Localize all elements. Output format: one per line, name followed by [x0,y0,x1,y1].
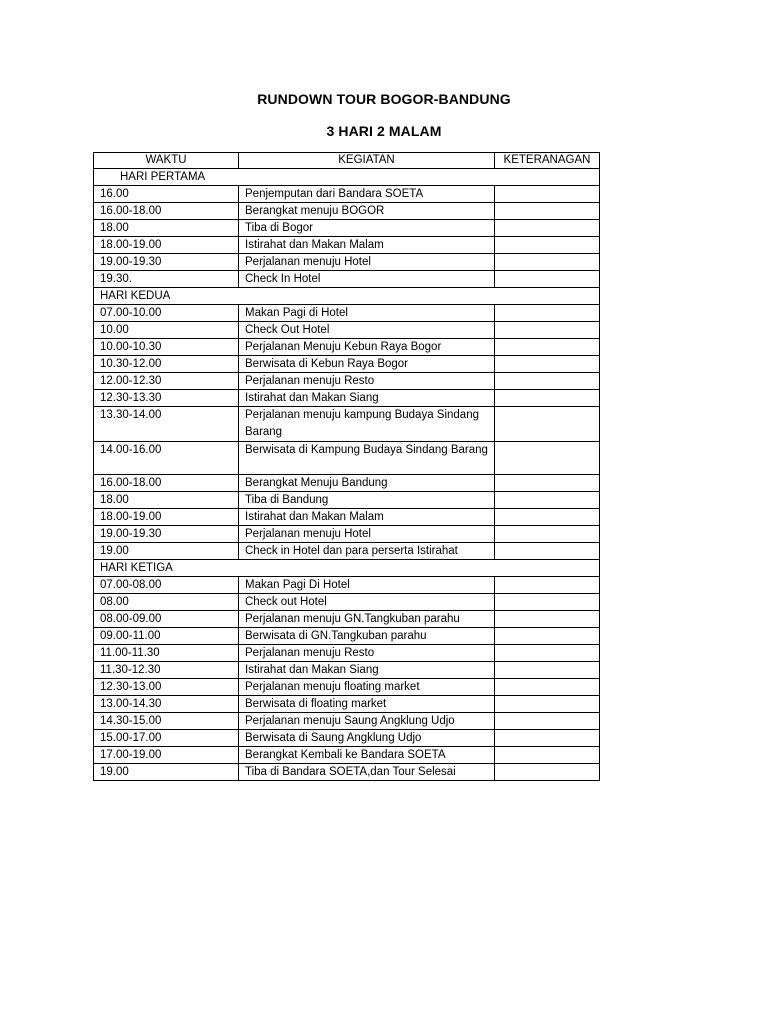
time-cell: 11.00-11.30 [94,645,239,662]
table-row [94,271,600,288]
day-label: HARI KETIGA [94,560,600,577]
table-row [94,186,600,203]
table-row [94,543,600,560]
table-row [94,594,600,611]
time-cell: 08.00 [94,594,239,611]
note-cell [495,543,600,560]
table-row [94,492,600,509]
table-row [94,730,600,747]
time-cell: 12.30-13.00 [94,679,239,696]
table-row [94,356,600,373]
table-row [94,679,600,696]
time-cell: 07.00-08.00 [94,577,239,594]
note-cell [495,679,600,696]
time-cell: 12.30-13.30 [94,390,239,407]
activity-cell: Berwisata di floating market [239,696,495,713]
time-cell: 08.00-09.00 [94,611,239,628]
activity-cell: Check Out Hotel [239,322,495,339]
note-cell [495,713,600,730]
activity-cell: Istirahat dan Makan Siang [239,390,495,407]
table-row [94,526,600,543]
table-row [94,747,600,764]
activity-cell: Berangkat menuju BOGOR [239,203,495,220]
activity-cell: Perjalanan menuju GN.Tangkuban parahu [239,611,495,628]
note-cell [495,594,600,611]
activity-cell: Tiba di Bogor [239,220,495,237]
note-cell [495,628,600,645]
table-row [94,407,600,442]
table-row [94,305,600,322]
time-cell: 13.00-14.30 [94,696,239,713]
day-header-row [94,560,600,577]
activity-cell: Check out Hotel [239,594,495,611]
table-header-row [94,153,600,169]
time-cell: 19.00 [94,764,239,781]
note-cell [495,407,600,442]
table-row [94,203,600,220]
table-row [94,237,600,254]
time-cell: 19.00-19.30 [94,254,239,271]
day-label: HARI KEDUA [94,288,600,305]
time-cell: 18.00-19.00 [94,509,239,526]
time-cell: 19.00-19.30 [94,526,239,543]
activity-cell: Berwisata di Kebun Raya Bogor [239,356,495,373]
table-row [94,339,600,356]
time-cell: 10.30-12.00 [94,356,239,373]
table-row [94,662,600,679]
table-row [94,645,600,662]
activity-cell: Check In Hotel [239,271,495,288]
table-body [94,169,600,781]
note-cell [495,509,600,526]
activity-cell: Berwisata di Saung Angklung Udjo [239,730,495,747]
time-cell: 16.00-18.00 [94,203,239,220]
time-cell: 18.00-19.00 [94,237,239,254]
activity-cell: Berwisata di GN.Tangkuban parahu [239,628,495,645]
time-cell: 07.00-10.00 [94,305,239,322]
activity-cell: Perjalanan menuju floating market [239,679,495,696]
note-cell [495,305,600,322]
note-cell [495,186,600,203]
note-cell [495,662,600,679]
time-cell: 10.00-10.30 [94,339,239,356]
table-row [94,373,600,390]
activity-cell: Istirahat dan Makan Malam [239,237,495,254]
time-cell: 13.30-14.00 [94,407,239,442]
table-row [94,577,600,594]
time-cell: 19.30. [94,271,239,288]
activity-cell: Istirahat dan Makan Siang [239,662,495,679]
table-row [94,509,600,526]
time-cell: 16.00 [94,186,239,203]
time-cell: 15.00-17.00 [94,730,239,747]
note-cell [495,203,600,220]
activity-cell: Perjalanan menuju kampung Budaya Sindang Barang [239,407,495,442]
activity-cell: Berwisata di Kampung Budaya Sindang Barang [239,442,495,475]
activity-cell: Tiba di Bandung [239,492,495,509]
activity-cell: Istirahat dan Makan Malam [239,509,495,526]
table-row [94,611,600,628]
table-row [94,322,600,339]
activity-cell: Berangkat Menuju Bandung [239,475,495,492]
activity-cell: Makan Pagi di Hotel [239,305,495,322]
note-cell [495,577,600,594]
activity-cell: Perjalanan menuju Saung Angklung Udjo [239,713,495,730]
note-cell [495,475,600,492]
note-cell [495,764,600,781]
note-cell [495,237,600,254]
note-cell [495,492,600,509]
activity-cell: Perjalanan menuju Resto [239,645,495,662]
activity-cell: Perjalanan menuju Hotel [239,254,495,271]
note-cell [495,339,600,356]
note-cell [495,220,600,237]
activity-cell: Check in Hotel dan para perserta Istirahat [239,543,495,560]
time-cell: 12.00-12.30 [94,373,239,390]
note-cell [495,442,600,475]
note-cell [495,747,600,764]
activity-cell: Berangkat Kembali ke Bandara SOETA [239,747,495,764]
time-cell: 16.00-18.00 [94,475,239,492]
table-row [94,220,600,237]
table-row [94,442,600,475]
time-cell: 14.30-15.00 [94,713,239,730]
header-keterangan: KETERANAGAN [495,153,600,169]
day-header-row [94,169,600,186]
note-cell [495,696,600,713]
table-row [94,475,600,492]
note-cell [495,730,600,747]
table-row [94,254,600,271]
day-header-row [94,288,600,305]
activity-cell: Tiba di Bandara SOETA,dan Tour Selesai [239,764,495,781]
time-cell: 10.00 [94,322,239,339]
activity-cell: Perjalanan menuju Resto [239,373,495,390]
time-cell: 17.00-19.00 [94,747,239,764]
header-kegiatan: KEGIATAN [239,153,495,169]
activity-cell: Penjemputan dari Bandara SOETA [239,186,495,203]
document-subtitle: 3 HARI 2 MALAM [326,123,442,139]
note-cell [495,390,600,407]
note-cell [495,271,600,288]
time-cell: 18.00 [94,220,239,237]
table-row [94,764,600,781]
day-label: HARI PERTAMA [94,169,600,186]
time-cell: 11.30-12.30 [94,662,239,679]
time-cell: 19.00 [94,543,239,560]
activity-cell: Makan Pagi Di Hotel [239,577,495,594]
time-cell: 18.00 [94,492,239,509]
note-cell [495,611,600,628]
table-row [94,628,600,645]
note-cell [495,645,600,662]
note-cell [495,322,600,339]
activity-cell: Perjalanan menuju Hotel [239,526,495,543]
header-waktu: WAKTU [94,153,239,169]
note-cell [495,356,600,373]
time-cell: 09.00-11.00 [94,628,239,645]
table-row [94,390,600,407]
activity-cell: Perjalanan Menuju Kebun Raya Bogor [239,339,495,356]
rundown-table [93,152,600,781]
table-row [94,713,600,730]
document-title: RUNDOWN TOUR BOGOR-BANDUNG [257,91,511,107]
note-cell [495,254,600,271]
note-cell [495,373,600,390]
note-cell [495,526,600,543]
table-row [94,696,600,713]
time-cell: 14.00-16.00 [94,442,239,475]
